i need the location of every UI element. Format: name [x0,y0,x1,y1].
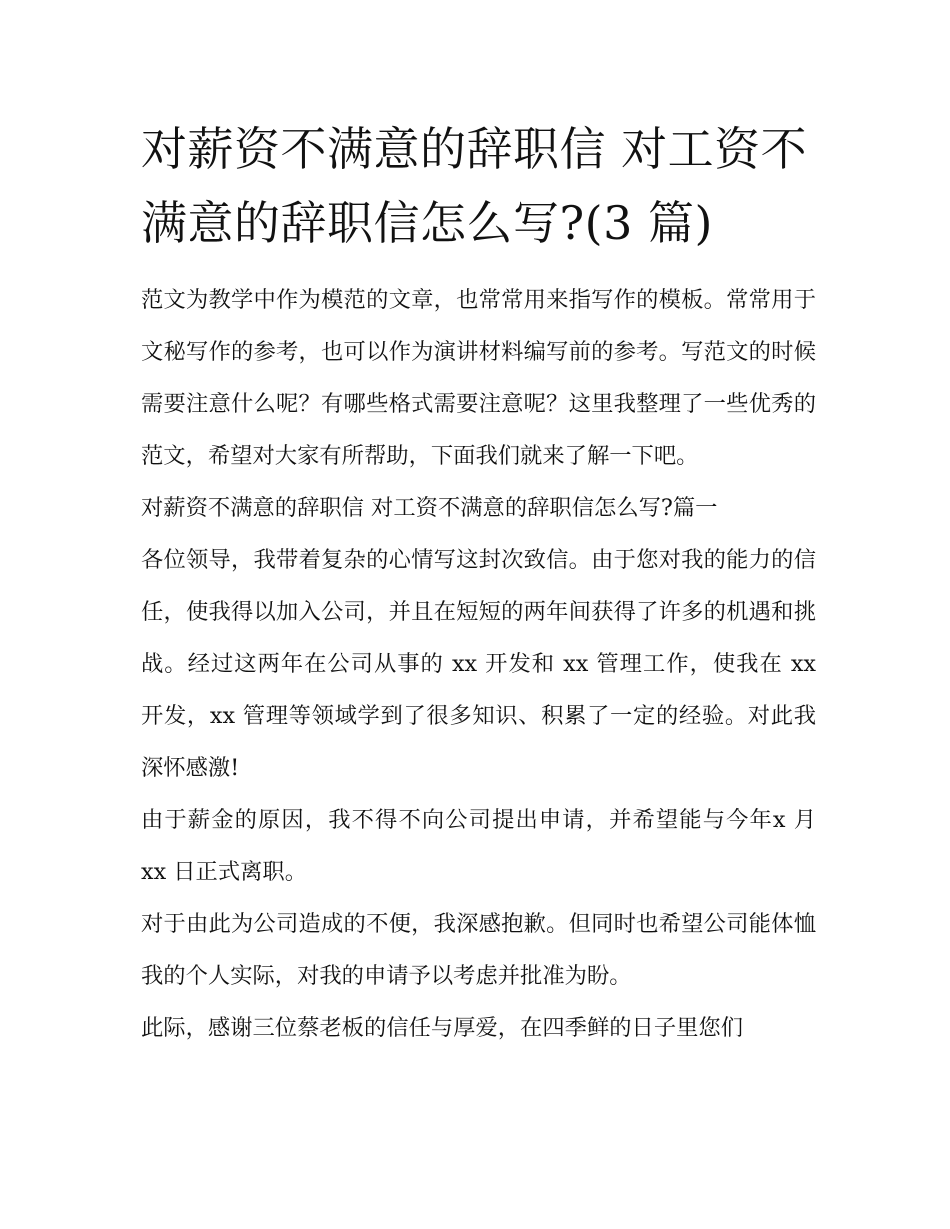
document-body [141,274,816,1054]
paragraph-letter-opening: 各位领导，我带着复杂的心情写这封次致信。由于您对我的能力的信任，使我得以加入公司，并且在短短的两年间获得了许多的机遇和挑战。经过这两年在公司从事的 xx 开发和 xx 管理工作，使我在 xx 开发，xx 管理等领域学到了很多知识、积累了一定的经验。对此我深怀感激! [141,547,816,781]
paragraph-thanks: 此际，感谢三位蔡老板的信任与厚爱，在四季鲜的日子里您们 [141,1015,744,1041]
document-title: 对薪资不满意的辞职信 对工资不满意的辞职信怎么写?(3 篇) [141,122,808,250]
paragraph-section-heading: 对薪资不满意的辞职信 对工资不满意的辞职信怎么写?篇一 [141,495,718,521]
paragraph-resignation-reason: 由于薪金的原因，我不得不向公司提出申请，并希望能与今年x 月 xx 日正式离职。 [141,807,816,885]
paragraph-apology: 对于由此为公司造成的不便，我深感抱歉。但同时也希望公司能体恤我的个人实际，对我的申请予以考虑并批准为盼。 [141,911,816,989]
paragraph-intro: 范文为教学中作为模范的文章，也常常用来指写作的模板。常常用于文秘写作的参考，也可以作为演讲材料编写前的参考。写范文的时候需要注意什么呢？有哪些格式需要注意呢？这里我整理了一些优秀的范文，希望对大家有所帮助，下面我们就来了解一下吧。 [141,287,816,469]
document-page [141,112,816,1054]
